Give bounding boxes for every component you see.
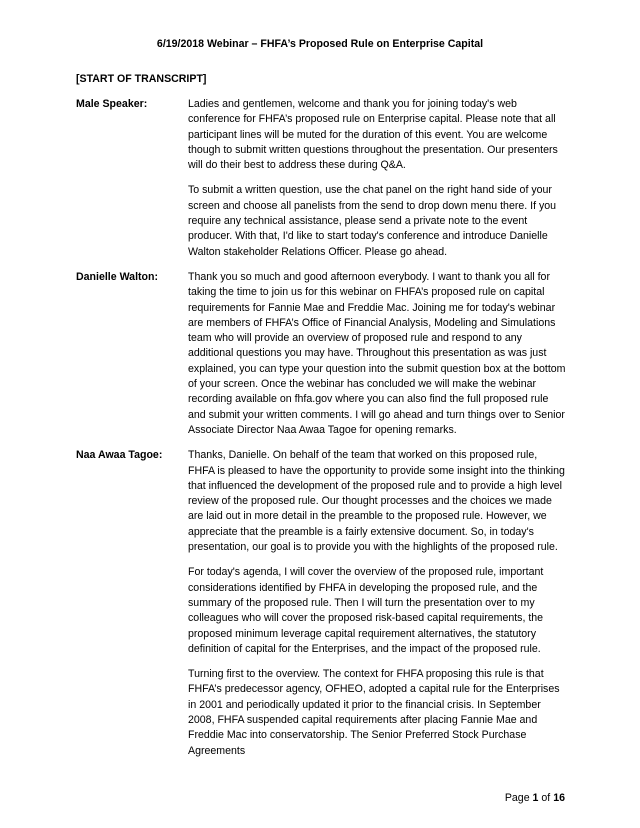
of-label: of: [541, 792, 551, 804]
paragraph: Turning first to the overview. The context for FHFA proposing this rule is that FHFA’s predecessor agency, OFHEO, adopted a capital rule for the Enterprises in 2001 and periodically updated it prior to the financial crisis. In September 2008, FHFA suspended capital requirements after placing Fannie Mae and Freddie Mac into conservatorship. The Senior Preferred Stock Purchase Agreements: [188, 668, 560, 757]
paragraph: Thanks, Danielle. On behalf of the team that worked on this proposed rule, FHFA is pleased to have the opportunity to provide some insight into the thinking that influenced the development of the proposed rule and to provide a high level review of the proposed rule. Our thought processes and the choices we made are laid out in more detail in the preamble to the proposed rule. However, we appreciate that the preamble is a fairly extensive document. So, in today's presentation, our goal is to provide you with the highlights of the proposed rule.: [188, 449, 565, 554]
transcript-start-marker: [START OF TRANSCRIPT]: [76, 73, 207, 85]
speech-text: [188, 97, 566, 260]
paragraph: Thank you so much and good afternoon everybody. I want to thank you all for taking the time to join us for this webinar on FHFA’s proposed rule on capital requirements for Fannie Mae and Freddie Mac. Joining me for today's webinar are members of FHFA’s Office of Financial Analysis, Modeling and Simulations team who will provide an overview of proposed rule and respond to any additional questions you may have. Throughout this presentation as was just explained, you can type your question into the submit question box at the bottom of your screen. Once the webinar has concluded we will make the webinar recording available on fhfa.gov where you can also find the full proposed rule and submit your written comments. I will go ahead and turn things over to Senior Associate Director Naa Awaa Tagoe for opening remarks.: [188, 270, 566, 436]
page-header: 6/19/2018 Webinar – FHFA’s Proposed Rule on Enterprise Capital: [156, 38, 484, 50]
speech-text: [188, 448, 566, 759]
speaker-turn: [76, 97, 566, 260]
speaker-name: Male Speaker:: [76, 98, 148, 110]
speaker-name: Naa Awaa Tagoe:: [76, 449, 163, 462]
speaker-name: Danielle Walton:: [76, 270, 159, 283]
speech-text: [188, 270, 566, 438]
paragraph: To submit a written question, use the chat panel on the right hand side of your screen and choose all panelists from the send to drop down menu there. If you require any technical assistance, please send a private note to the event producer. With that, I'd like to start today's conference and introduce Danielle Walton stakeholder Relations Officer. Please go ahead.: [188, 184, 557, 258]
current-page: 1: [532, 792, 539, 804]
paragraph: Ladies and gentlemen, welcome and thank you for joining today's web conference for FHFA’s proposed rule on Enterprise capital. Please note that all participant lines will be muted for the duration of this event. You are welcome though to submit written questions throughout the presentation. Our presenters will do their best to address these during Q&A.: [188, 98, 558, 172]
page-label: Page: [504, 792, 530, 804]
page-number: [505, 792, 565, 804]
speaker-turn: [76, 270, 566, 438]
speaker-turn: [76, 448, 566, 759]
total-pages: 16: [553, 792, 565, 804]
transcript-body: [76, 97, 566, 769]
paragraph: For today's agenda, I will cover the overview of the proposed rule, important considerations identified by FHFA in developing the proposed rule, and the summary of the proposed rule. Then I will turn the presentation over to my colleagues who will cover the proposed risk-based capital requirements, the proposed minimum leverage capital requirement alternatives, the statutory definition of capital for the Enterprises, and the impact of the proposed rule.: [188, 566, 544, 655]
